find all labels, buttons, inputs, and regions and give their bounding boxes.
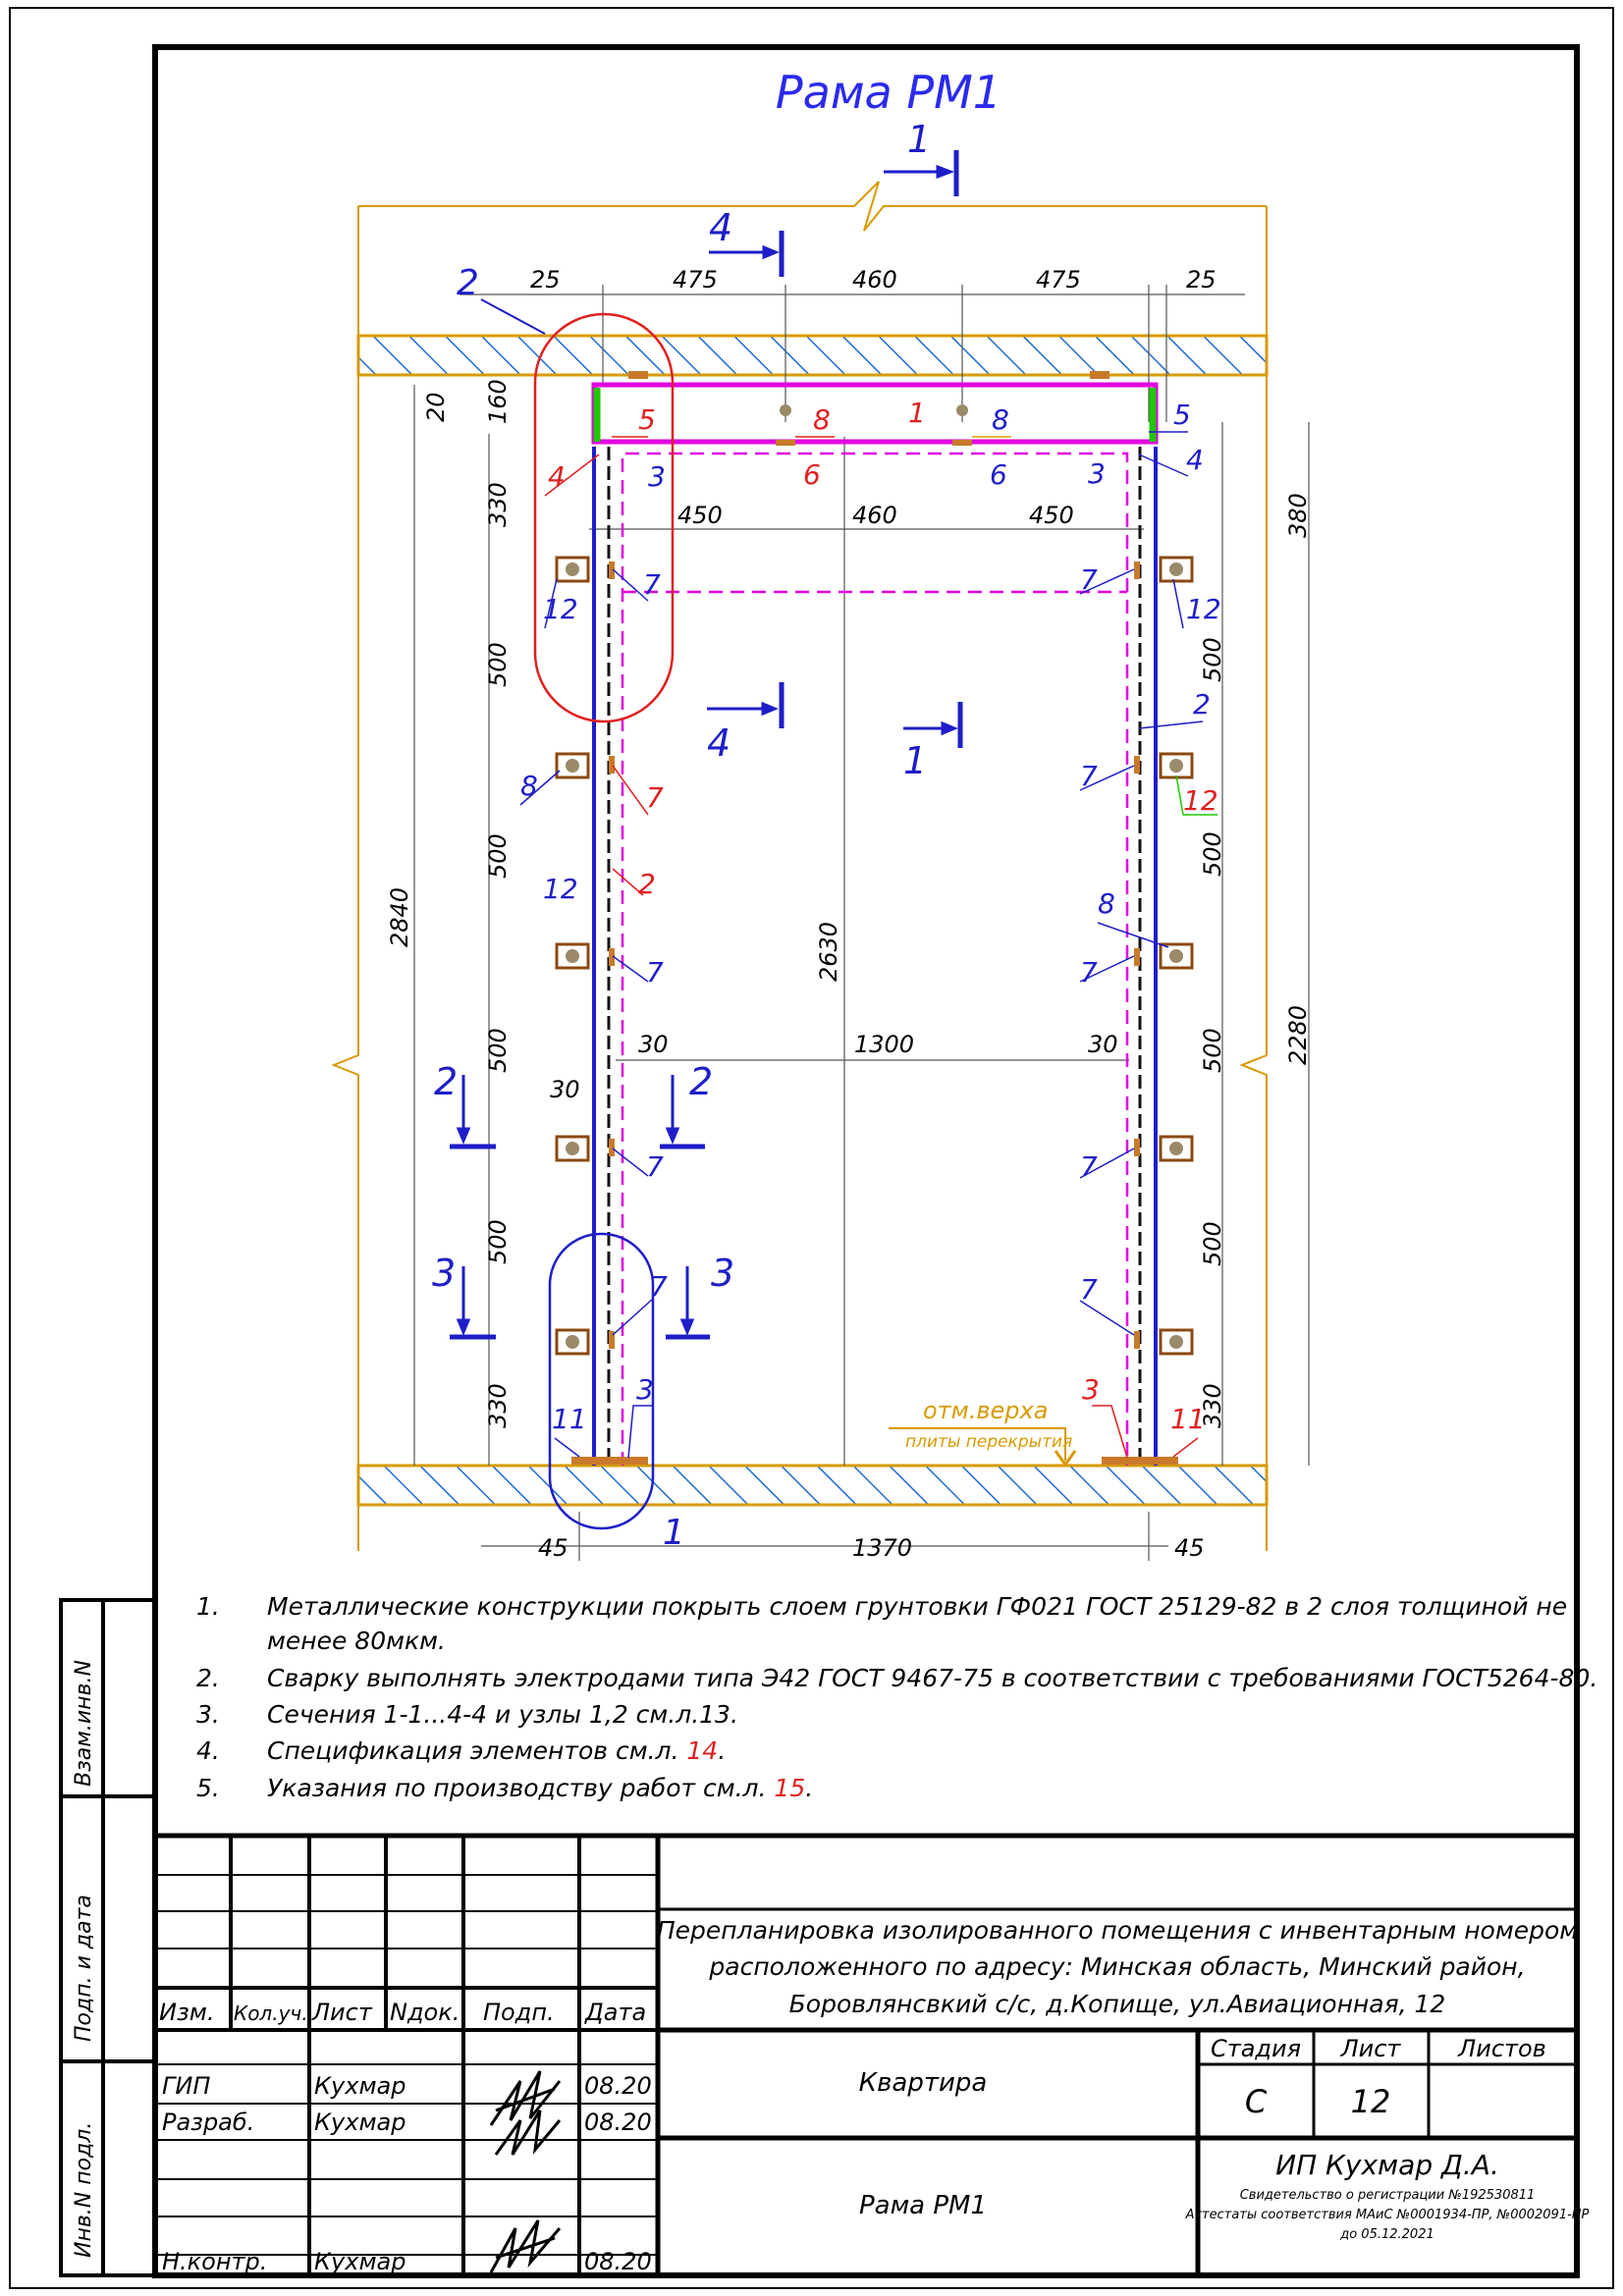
mark-7-left-3: 7 [646,956,664,988]
dim-380: 380 [1284,493,1312,538]
section-1-top-label: 1 [907,118,932,161]
tb-row1-date: 08.20 [584,2072,652,2100]
mark-2-right: 2 [1193,688,1211,721]
tb-row3-role: Н.контр. [162,2248,268,2275]
tb-row3-name: Кухмар [314,2248,406,2275]
note-1-num: 1. [196,1592,220,1621]
dim-1300: 1300 [854,1031,915,1058]
dim-20: 20 [422,392,450,422]
note-3-line1: Сечения 1-1...4-4 и узлы 1,2 см.л.13. [267,1700,738,1729]
dim-bottom-1370: 1370 [852,1534,913,1562]
mark-7-left-1: 7 [643,568,661,601]
tb-header-ndok: Nдок. [390,1999,460,2026]
tb-row2-date: 08.20 [584,2109,652,2136]
section-markers [450,150,960,1337]
level-mark-bottom: плиты перекрытия [905,1432,1073,1452]
tb-row2-name: Кухмар [314,2109,406,2136]
dim-left-500-2: 500 [484,833,512,879]
section-4-top-label: 4 [709,206,733,249]
note-3-num: 3. [196,1700,220,1729]
level-mark-top: отм.верха [923,1397,1049,1424]
dim-left-500-4: 500 [484,1219,512,1264]
section-3-left-label: 3 [432,1252,457,1295]
tb-row1-name: Кухмар [314,2072,406,2100]
mark-7-right-5: 7 [1080,1273,1098,1306]
cert-line-1: Свидетельство о регистрации №192530811 [1239,2188,1536,2203]
cert-line-2: Аттестаты соответствия МАиС №0001934-ПР, №0002091-ПР [1185,2208,1590,2222]
leader-lines [520,432,1217,1458]
dim-160: 160 [484,379,512,424]
sheet-title: Рама РМ1 [858,2191,988,2220]
project-line-3: Боровлянсвкий с/с, д.Копище, ул.Авиационная, 12 [788,1990,1446,2018]
mark-12-left-top: 12 [543,593,578,625]
node-2-label: 2 [457,263,479,303]
dim-right-500-4: 500 [1199,1221,1226,1266]
right-vertical-dims [1199,493,1312,1428]
section-1-mid-label: 1 [903,739,928,782]
mark-12-left-3: 12 [543,873,578,905]
mark-7-right-3: 7 [1080,956,1098,988]
mark-7-left-2: 7 [646,781,664,814]
dim-left-330-bottom: 330 [484,1383,512,1428]
dim-inner-450-left: 450 [677,502,723,529]
dim-top-25-right: 25 [1186,266,1217,294]
section-4-mid-label: 4 [707,721,731,765]
project-line-1: Перепланировка изолированного помещения с инвентарным номером [656,1916,1579,1945]
stiffeners [609,440,1140,1349]
dim-right-500-2: 500 [1199,831,1226,877]
dim-right-500-3: 500 [1199,1028,1226,1073]
frame-columns [594,447,1156,1466]
inner-dashed-frame [622,454,1127,1466]
tb-row3-date: 08.20 [584,2248,652,2275]
project-line-2: расположенного по адресу: Минская область, Минский район, [709,1952,1526,1981]
note-2-num: 2. [196,1664,220,1692]
dim-bottom-45-right: 45 [1174,1534,1205,1562]
dim-2630: 2630 [815,921,842,982]
mark-4-right: 4 [1186,444,1204,476]
cert-line-3: до 05.12.2021 [1340,2227,1434,2242]
mark-8-left: 8 [813,403,831,436]
dim-inner-460: 460 [852,502,897,529]
dim-top-460: 460 [852,266,897,294]
side-stamp-a: Взам.инв.N [72,1660,96,1787]
dim-right-500-1: 500 [1199,637,1226,682]
note-4-num: 4. [196,1736,220,1765]
element-marks [520,397,1221,1435]
mark-8-right-3: 8 [1098,887,1115,920]
top-slab [358,336,1267,375]
tb-header-list: Лист [312,1999,372,2026]
note-2-line1: Сварку выполнять электродами типа Э42 ГОСТ 9467-75 в соответствии с требованиями ГОСТ5264-80. [267,1664,1598,1692]
stage-value: С [1244,2083,1268,2120]
side-stamp-c: Инв.N подл. [72,2121,96,2258]
mark-11-left: 11 [552,1403,587,1435]
bolt-centers [566,404,1183,1349]
mark-3-bottom-left: 3 [636,1373,654,1406]
dim-left-500-1: 500 [484,642,512,687]
node-1-label: 1 [663,1513,685,1553]
section-3-right-label: 3 [711,1252,735,1295]
dim-30-bolt: 30 [550,1076,580,1103]
sheet-value: 12 [1350,2083,1391,2120]
mark-6-right: 6 [990,458,1007,491]
notes [196,1592,1597,1802]
tb-header-izm: Изм. [159,1999,215,2026]
base-plates [571,1457,1178,1465]
mark-3-bottom-right: 3 [1082,1373,1100,1406]
mark-4-left: 4 [548,460,566,493]
section-2-left-label: 2 [434,1060,459,1103]
mark-12-right-2: 12 [1183,784,1218,817]
mark-2-left: 2 [638,868,656,900]
note-5-ref[interactable]: 15 [774,1774,806,1802]
mark-5-left: 5 [638,403,656,436]
mark-6-left: 6 [803,458,821,491]
tb-row2-role: Разраб. [162,2109,255,2136]
side-stamp-b: Подп. и дата [72,1895,96,2042]
dim-30-left: 30 [638,1031,669,1058]
dim-top-25-left: 25 [530,266,561,294]
dim-left-500-3: 500 [484,1028,512,1073]
top-beam [594,371,1156,442]
note-4-line1: Спецификация элементов см.л. 14. [267,1736,727,1765]
dim-bottom-45-left: 45 [538,1534,568,1562]
dim-2280: 2280 [1284,1004,1312,1065]
section-2-right-label: 2 [689,1060,714,1103]
mark-3-left: 3 [648,460,666,493]
dim-top-475-left: 475 [673,266,718,294]
mark-11-right: 11 [1170,1403,1206,1435]
sheets-label: Листов [1458,2035,1546,2062]
mark-7-left-5: 7 [650,1270,668,1303]
note-4-ref[interactable]: 14 [686,1736,719,1765]
mark-3-right: 3 [1088,457,1106,490]
mark-8-left-2: 8 [520,770,538,802]
dim-right-330: 330 [1199,1383,1226,1428]
company-name: ИП Кухмар Д.А. [1275,2149,1499,2181]
sheet-label: Лист [1340,2035,1401,2062]
mark-5-right: 5 [1173,399,1191,431]
note-1-line2: менее 80мкм. [267,1627,446,1655]
dim-top-475-right: 475 [1036,266,1081,294]
tb-header-podp: Подп. [483,1999,555,2026]
note-1-line1: Металлические конструкции покрыть слоем грунтовки ГФ021 ГОСТ 25129-82 в 2 слоя толщиной не [267,1592,1568,1621]
stage-label: Стадия [1210,2035,1302,2062]
drawing-title: Рама РМ1 [775,66,1002,119]
signatures [491,2071,560,2272]
dim-inner-450-right: 450 [1029,502,1074,529]
bottom-slab [358,1466,1267,1505]
dim-30-right: 30 [1088,1031,1118,1058]
mark-8-right: 8 [992,403,1009,436]
object-name: Квартира [858,2068,988,2098]
mark-1-beam: 1 [908,397,926,429]
mark-7-right-2: 7 [1080,760,1098,792]
note-5-num: 5. [196,1774,220,1802]
mark-7-right-4: 7 [1080,1150,1098,1183]
project-title [657,1916,1578,2018]
tb-header-data: Дата [585,1999,647,2026]
dim-left-330-top: 330 [484,482,512,527]
dim-2840: 2840 [386,886,413,947]
mark-7-right-1: 7 [1080,563,1098,596]
note-5-line1: Указания по производству работ см.л. 15. [267,1774,814,1802]
tb-header-kolu: Кол.уч. [234,2002,308,2025]
mark-12-right-top: 12 [1186,593,1221,625]
mark-7-left-4: 7 [646,1150,664,1183]
tb-row1-role: ГИП [162,2072,211,2100]
